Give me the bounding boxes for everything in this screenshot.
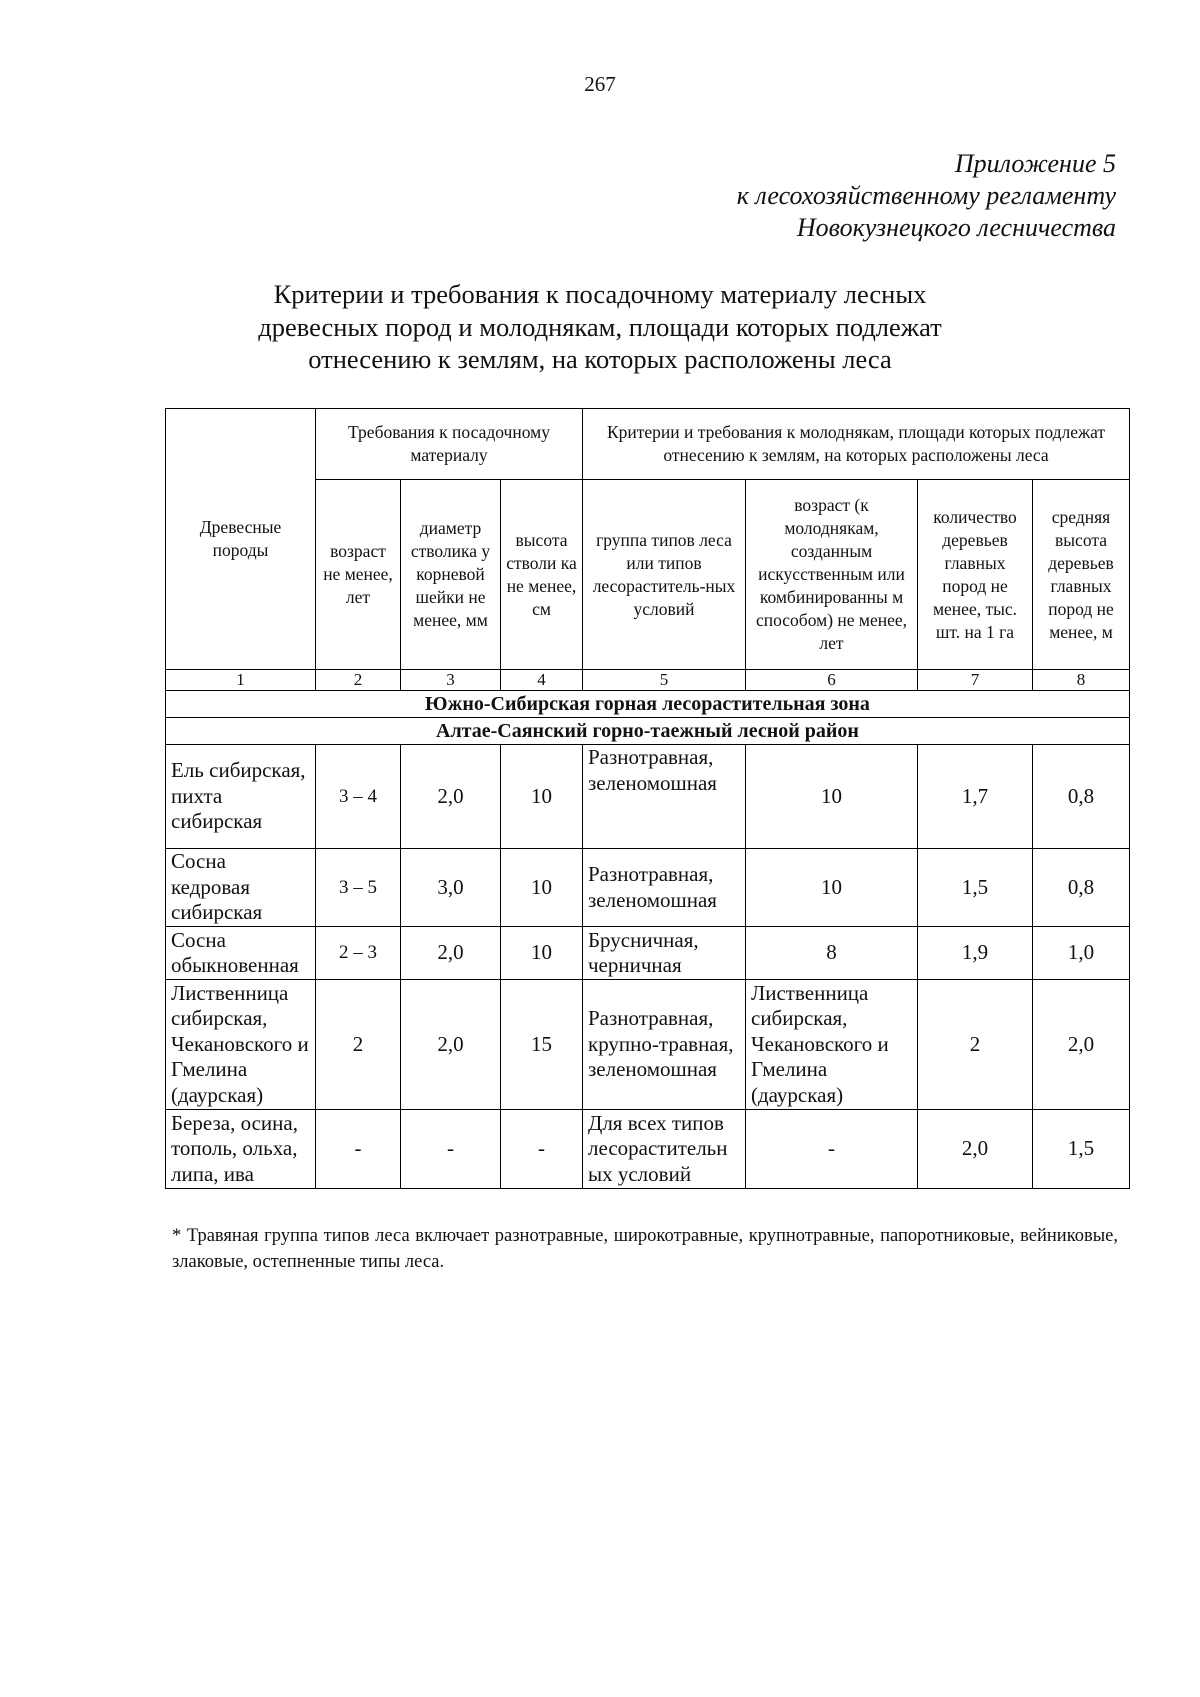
height-cell: 10 <box>501 849 583 927</box>
title-line-1: Критерии и требования к посадочному материалу лесных <box>273 279 927 309</box>
appendix-line-3: Новокузнецкого лесничества <box>796 213 1116 242</box>
appendix-line-1: Приложение 5 <box>954 149 1116 178</box>
young-age-cell: Лиственница сибирская, Чекановского и Гмелина (даурская) <box>746 980 918 1110</box>
column-number: 6 <box>746 670 918 691</box>
table-row <box>166 745 1130 849</box>
count-cell: 2 <box>918 980 1033 1110</box>
region-heading: Алтае-Саянский горно-таежный лесной район <box>166 718 1130 745</box>
avg-height-cell: 0,8 <box>1033 849 1130 927</box>
header-age: возраст не менее, лет <box>316 480 401 670</box>
forest-type-cell: Брусничная, черничная <box>583 927 746 980</box>
forest-type-cell: Для всех типов лесорастительн ых условий <box>583 1110 746 1189</box>
species-cell: Лиственница сибирская, Чекановского и Гмелина (даурская) <box>166 980 316 1110</box>
height-cell: - <box>501 1110 583 1189</box>
forest-type-cell: Разнотравная, крупно-травная, зеленомошная <box>583 980 746 1110</box>
header-young-stands: Критерии и требования к молоднякам, площади которых подлежат отнесению к землям, на которых расположены леса <box>583 409 1130 480</box>
zone-heading: Южно-Сибирская горная лесорастительная зона <box>166 691 1130 718</box>
criteria-table <box>165 408 1130 1189</box>
young-age-cell: 10 <box>746 849 918 927</box>
count-cell: 1,5 <box>918 849 1033 927</box>
column-number: 1 <box>166 670 316 691</box>
appendix-reference <box>737 148 1116 244</box>
height-cell: 10 <box>501 927 583 980</box>
avg-height-cell: 1,5 <box>1033 1110 1130 1189</box>
diameter-cell: 2,0 <box>401 745 501 849</box>
age-cell: 3 – 5 <box>316 849 401 927</box>
column-number: 4 <box>501 670 583 691</box>
appendix-line-2: к лесохозяйственному регламенту <box>736 181 1116 210</box>
document-title <box>160 278 1040 376</box>
table-row <box>166 980 1130 1110</box>
young-age-cell: 8 <box>746 927 918 980</box>
count-cell: 2,0 <box>918 1110 1033 1189</box>
species-cell: Сосна обыкновенная <box>166 927 316 980</box>
age-cell: 2 – 3 <box>316 927 401 980</box>
species-cell: Ель сибирская, пихта сибирская <box>166 745 316 849</box>
count-cell: 1,7 <box>918 745 1033 849</box>
age-cell: 3 – 4 <box>316 745 401 849</box>
age-cell: - <box>316 1110 401 1189</box>
column-number: 5 <box>583 670 746 691</box>
table-row <box>166 1110 1130 1189</box>
count-cell: 1,9 <box>918 927 1033 980</box>
column-number: 8 <box>1033 670 1130 691</box>
forest-type-cell: Разнотравная, зеленомошная <box>583 849 746 927</box>
species-cell: Береза, осина, тополь, ольха, липа, ива <box>166 1110 316 1189</box>
column-number: 7 <box>918 670 1033 691</box>
diameter-cell: 2,0 <box>401 980 501 1110</box>
avg-height-cell: 1,0 <box>1033 927 1130 980</box>
height-cell: 10 <box>501 745 583 849</box>
title-line-2: древесных пород и молоднякам, площади которых подлежат <box>258 311 942 342</box>
avg-height-cell: 0,8 <box>1033 745 1130 849</box>
header-planting-material: Требования к посадочному материалу <box>316 409 583 480</box>
page-number: 267 <box>584 72 616 96</box>
header-young-age: возраст (к молоднякам, созданным искусственным или комбинированны м способом) не менее, лет <box>746 480 918 670</box>
footnote: * Травяная группа типов леса включает разнотравные, широкотравные, крупнотравные, папоротниковые, вейниковые, злаковые, остепненные типы леса. <box>172 1226 1118 1272</box>
header-species: Древесные породы <box>166 409 316 670</box>
header-tree-count: количество деревьев главных пород не менее, тыс. шт. на 1 га <box>918 480 1033 670</box>
table-row <box>166 849 1130 927</box>
young-age-cell: 10 <box>746 745 918 849</box>
column-number: 3 <box>401 670 501 691</box>
young-age-cell: - <box>746 1110 918 1189</box>
forest-type-cell: Разнотравная, зеленомошная <box>583 745 746 849</box>
header-avg-height: средняя высота деревьев главных пород не менее, м <box>1033 480 1130 670</box>
height-cell: 15 <box>501 980 583 1110</box>
header-height: высота стволи ка не менее, см <box>501 480 583 670</box>
diameter-cell: 3,0 <box>401 849 501 927</box>
age-cell: 2 <box>316 980 401 1110</box>
avg-height-cell: 2,0 <box>1033 980 1130 1110</box>
header-forest-type: группа типов леса или типов лесораститель-ных условий <box>583 480 746 670</box>
diameter-cell: 2,0 <box>401 927 501 980</box>
header-diameter: диаметр стволика у корневой шейки не менее, мм <box>401 480 501 670</box>
diameter-cell: - <box>401 1110 501 1189</box>
species-cell: Сосна кедровая сибирская <box>166 849 316 927</box>
column-number: 2 <box>316 670 401 691</box>
title-line-3: отнесению к землям, на которых расположены леса <box>308 344 892 374</box>
table-row <box>166 927 1130 980</box>
